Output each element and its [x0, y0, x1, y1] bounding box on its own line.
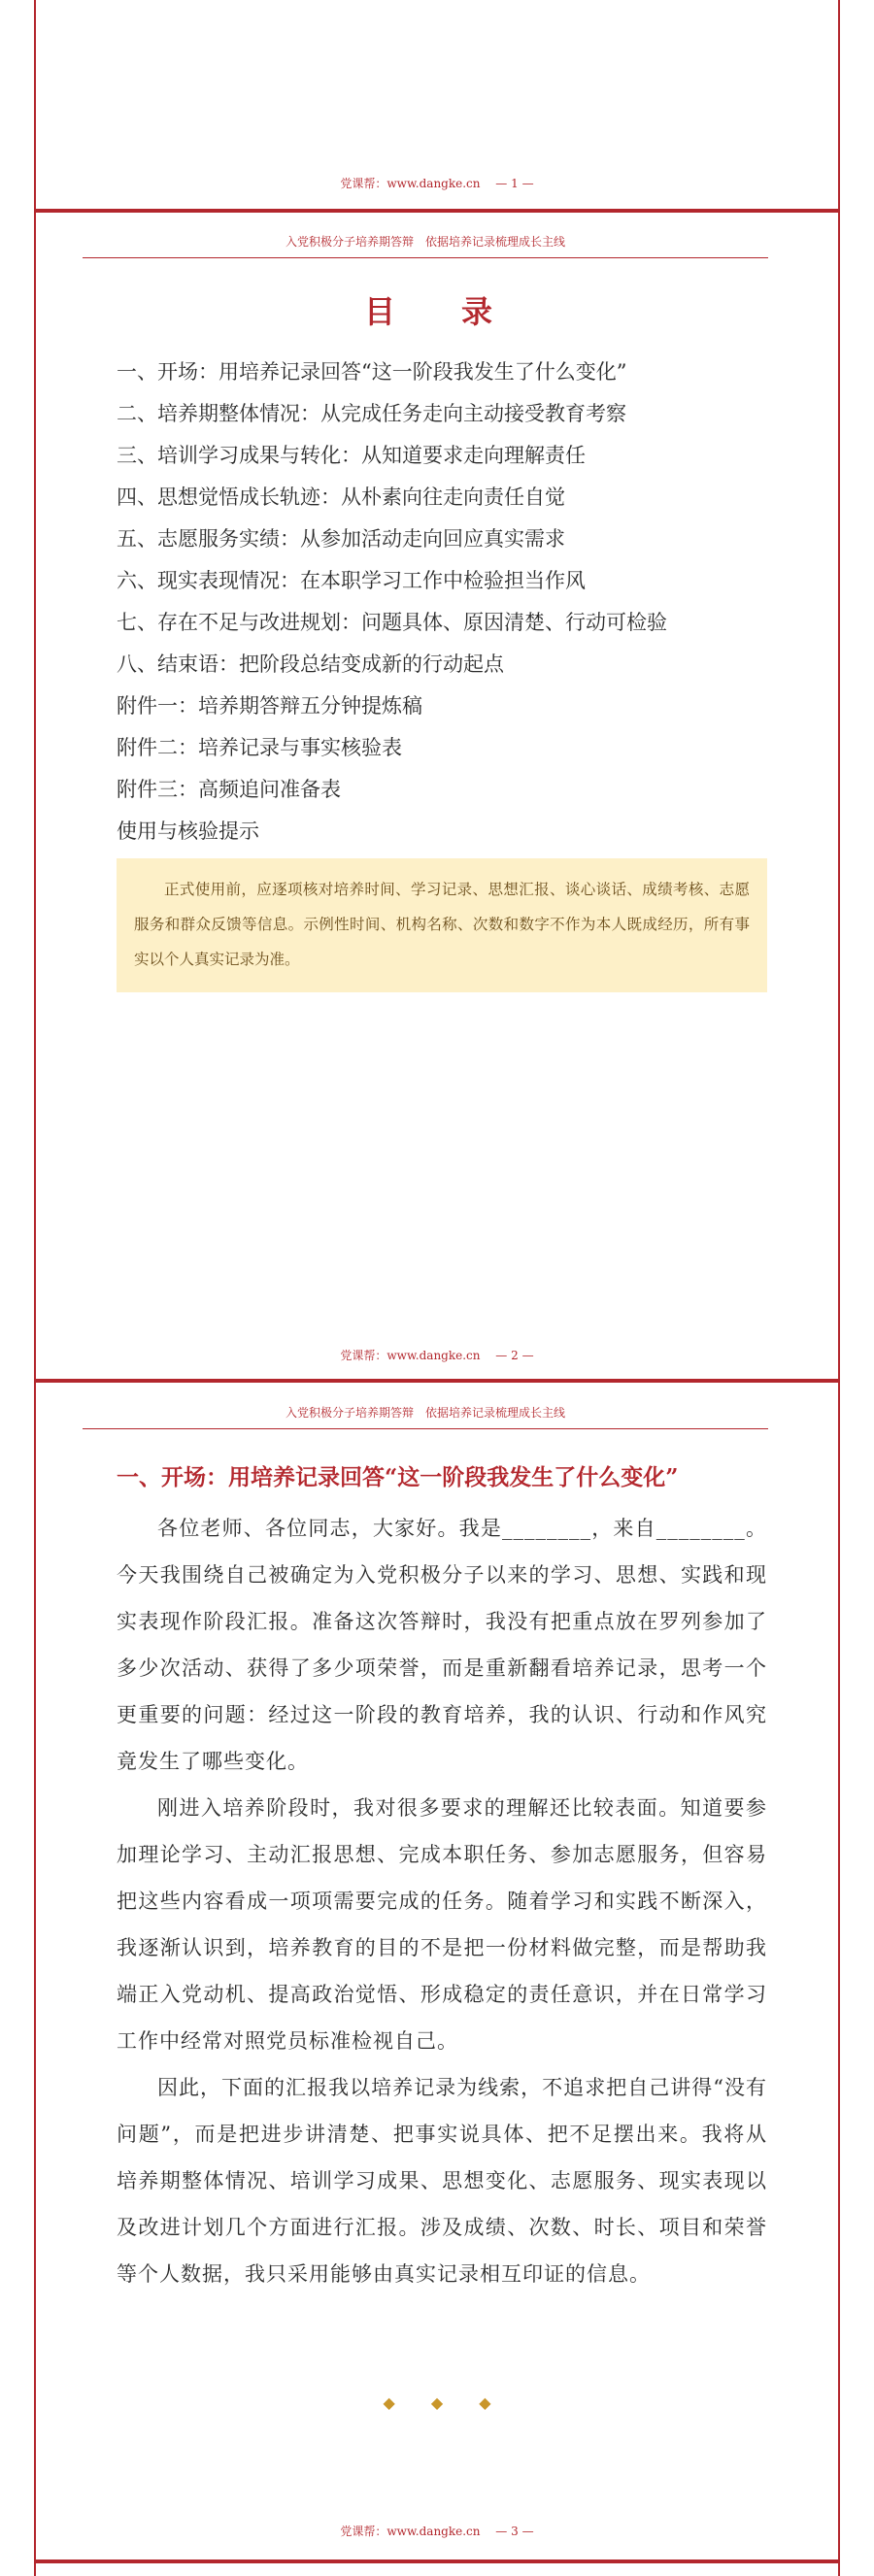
page-footer-1: 党课帮：www.dangke.cn — 1 — [340, 177, 534, 190]
toc-item: 六、现实表现情况：在本职学习工作中检验担当作风 [117, 569, 586, 592]
toc-item: 二、培养期整体情况：从完成任务走向主动接受教育考察 [117, 402, 626, 425]
toc-item: 一、开场：用培养记录回答“这一阶段我发生了什么变化” [117, 360, 627, 384]
toc-item: 八、结束语：把阶段总结变成新的行动起点 [117, 652, 504, 676]
section-body [117, 1505, 767, 2297]
running-header-3: 入党积极分子培养期答辩 依据培养记录梳理成长主线 [83, 1404, 768, 1429]
page-footer-3: 党课帮：www.dangke.cn — 3 — [340, 2525, 534, 2538]
section-end-ornament [34, 2393, 840, 2412]
toc-list [117, 351, 777, 853]
diamond-icon: ◆ [383, 2393, 395, 2412]
diamond-icon: ◆ [430, 2393, 444, 2412]
section-title: 一、开场：用培养记录回答“这一阶段我发生了什么变化” [117, 1464, 679, 1490]
toc-item: 附件二：培养记录与事实核验表 [117, 736, 402, 759]
paragraph: 刚进入培养阶段时，我对很多要求的理解还比较表面。知道要参加理论学习、主动汇报思想、完成本职任务、参加志愿服务，但容易把这些内容看成一项项需要完成的任务。随着学习和实践不断深入，我逐渐认识到，培养教育的目的不是把一份材料做完整，而是帮助我端正入党动机、提高政治觉悟、形成稳定的责任意识，并在日常学习工作中经常对照党员标准检视自己。 [117, 1796, 767, 2053]
paragraph: 各位老师、各位同志，大家好。我是________，来自________。今天我围绕自己被确定为入党积极分子以来的学习、思想、实践和现实表现作阶段汇报。准备这次答辩时，我没有把重点放在罗列参加了多少次活动、获得了多少项荣誉，而是重新翻看培养记录，思考一个更重要的问题：经过这一阶段的教育培养，我的认识、行动和作风究竟发生了哪些变化。 [117, 1517, 767, 1773]
toc-item: 三、培训学习成果与转化：从知道要求走向理解责任 [117, 444, 586, 467]
toc-title: 目 录 [363, 293, 510, 330]
usage-note: 正式使用前，应逐项核对培养时间、学习记录、思想汇报、谈心谈话、成绩考核、志愿服务和群众反馈等信息。示例性时间、机构名称、次数和数字不作为本人既成经历，所有事实以个人真实记录为准。 [117, 858, 767, 992]
toc-item: 附件三：高频追问准备表 [117, 778, 341, 801]
toc-item: 附件一：培养期答辩五分钟提炼稿 [117, 694, 422, 718]
running-header-2: 入党积极分子培养期答辩 依据培养记录梳理成长主线 [83, 233, 768, 258]
toc-item: 使用与核验提示 [117, 820, 259, 843]
page-footer-2: 党课帮：www.dangke.cn — 2 — [340, 1349, 534, 1362]
diamond-icon: ◆ [479, 2393, 491, 2412]
paragraph: 因此，下面的汇报我以培养记录为线索，不追求把自己讲得“没有问题”，而是把进步讲清楚、把事实说具体、把不足摆出来。我将从培养期整体情况、培训学习成果、思想变化、志愿服务、现实表现以及改进计划几个方面进行汇报。涉及成绩、次数、时长、项目和荣誉等个人数据，我只采用能够由真实记录相互印证的信息。 [117, 2076, 767, 2286]
toc-item: 七、存在不足与改进规划：问题具体、原因清楚、行动可检验 [117, 611, 667, 634]
toc-item: 五、志愿服务实绩：从参加活动走向回应真实需求 [117, 527, 565, 551]
toc-item: 四、思想觉悟成长轨迹：从朴素向往走向责任自觉 [117, 485, 565, 509]
page-separator-3 [34, 2559, 840, 2563]
